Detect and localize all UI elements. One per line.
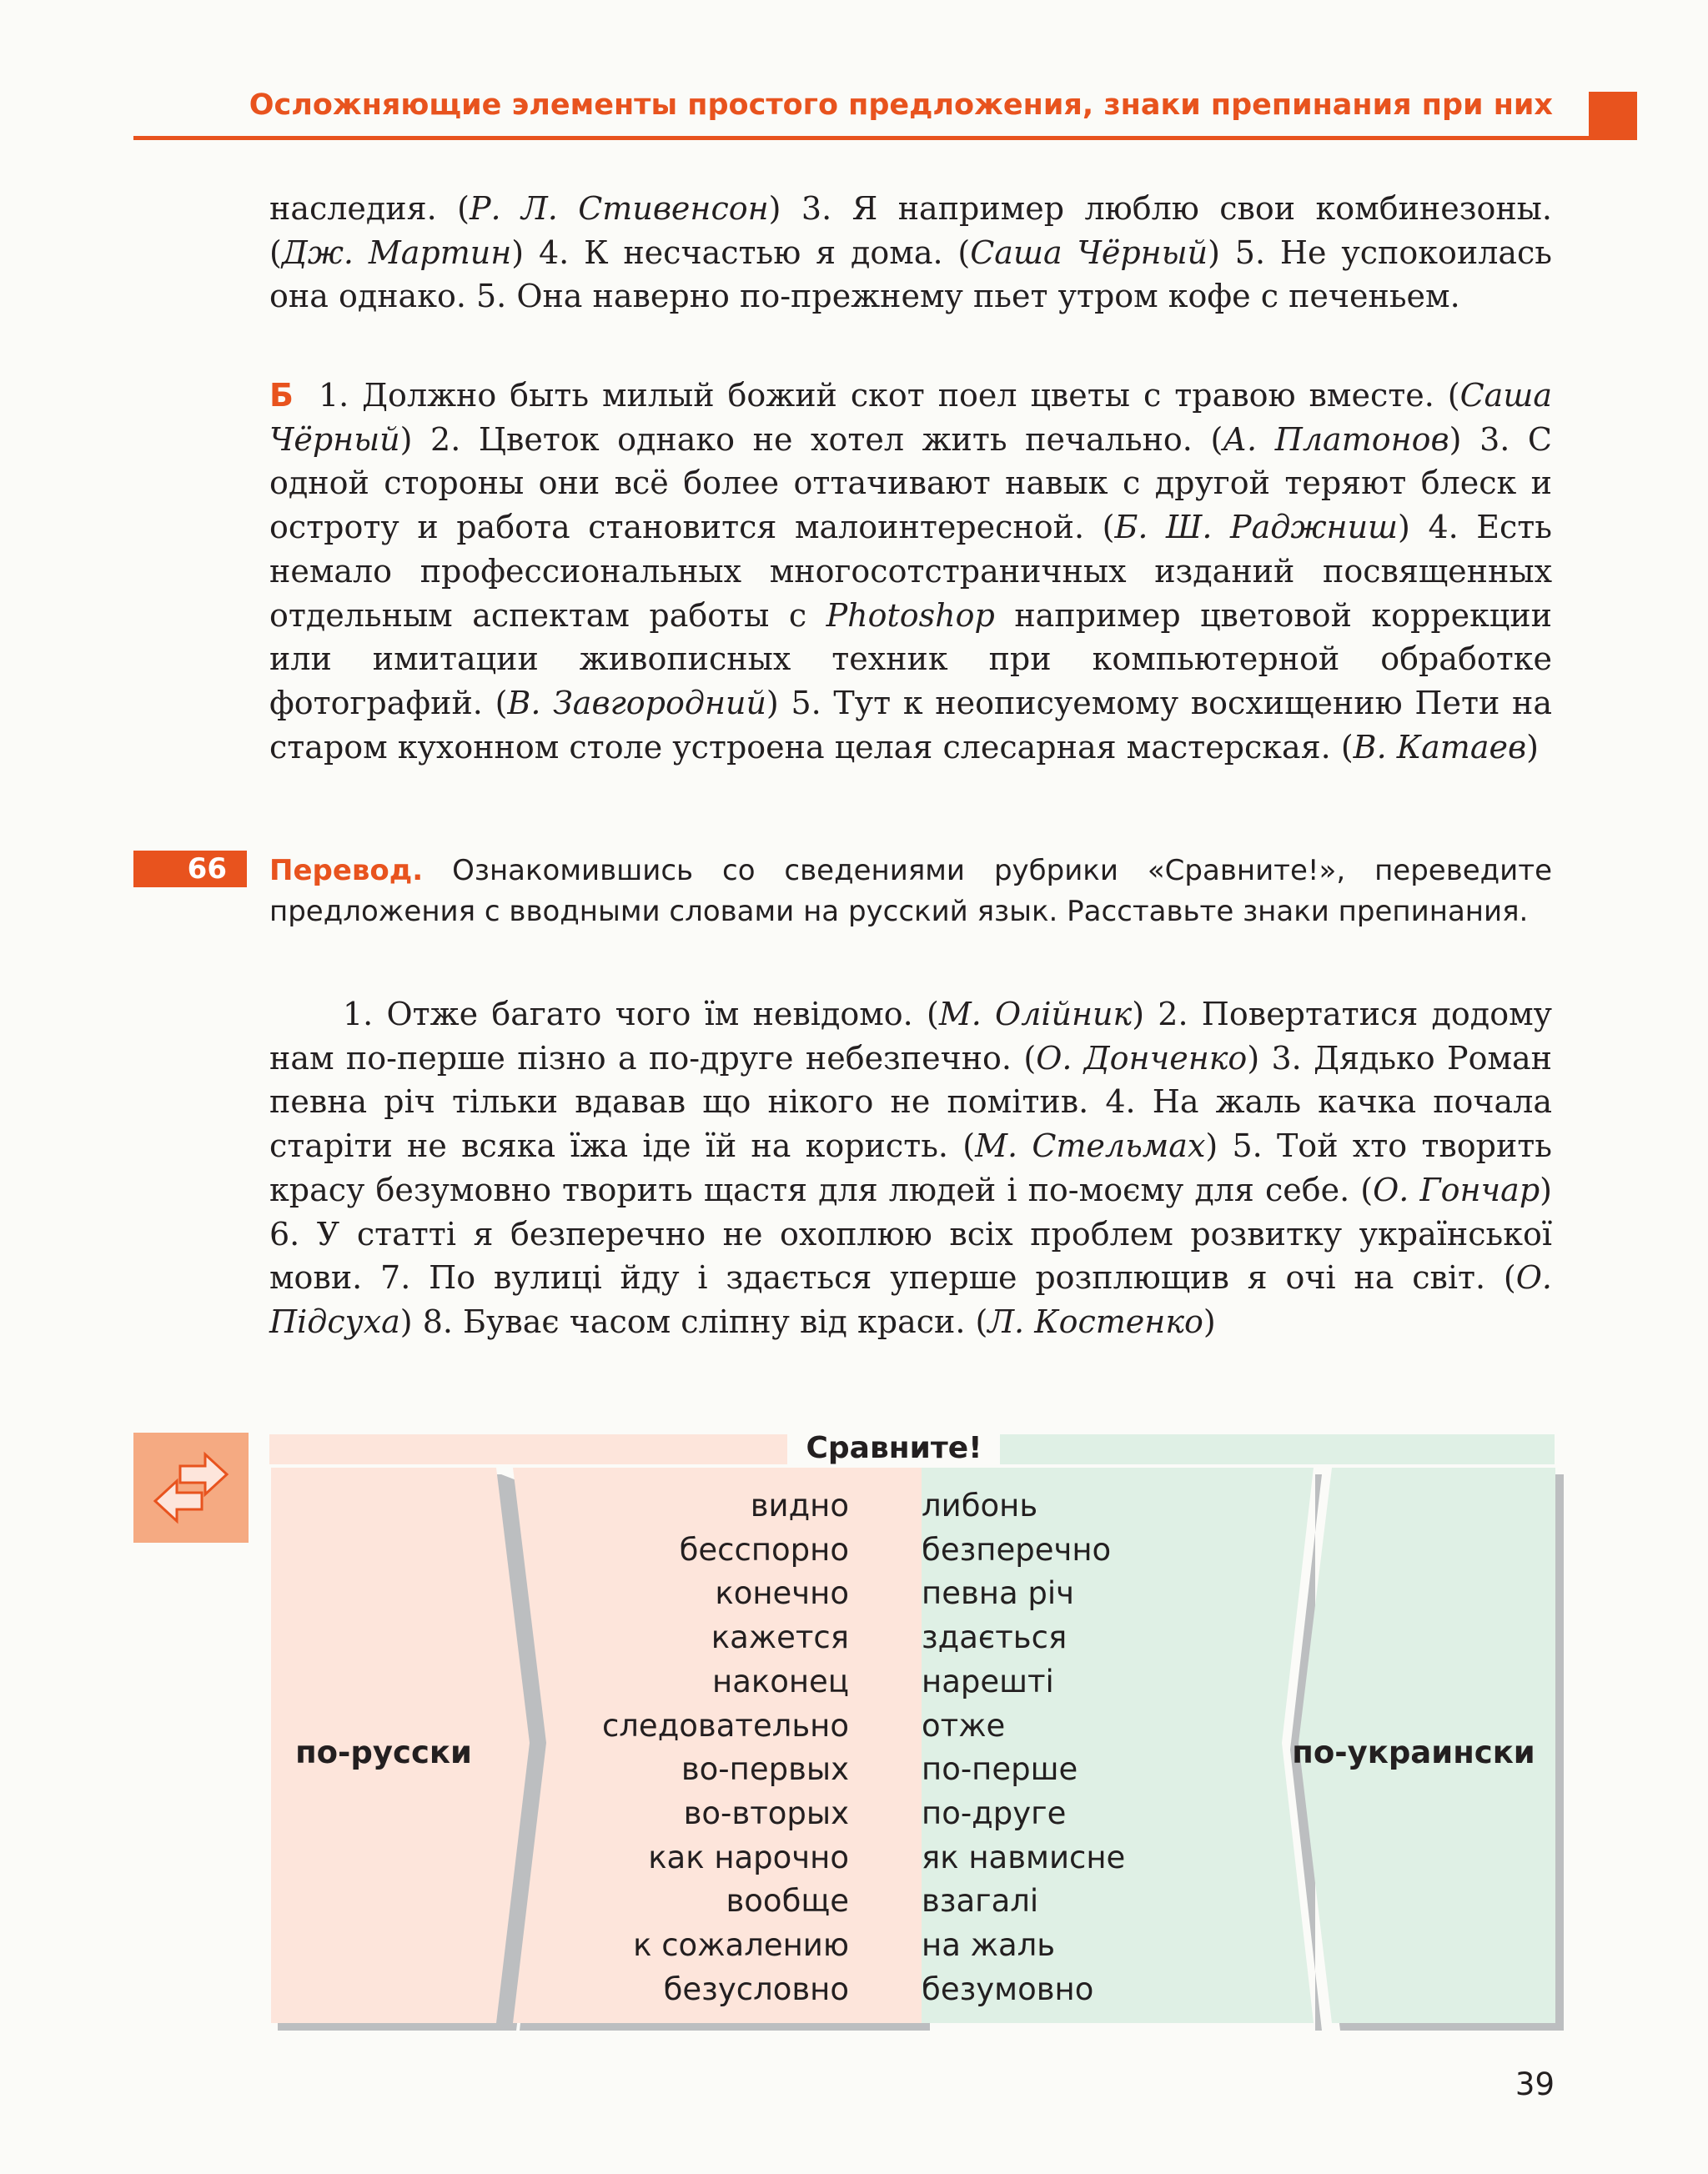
citation-author: Саша Чёрный [970, 233, 1208, 271]
citation-author: В. Завгородний [507, 684, 766, 721]
compare-label-russian: по-русски [295, 1735, 472, 1770]
russian-word: к сожалению [633, 1927, 849, 1963]
citation-author: Photoshop [826, 596, 995, 634]
ukrainian-word: по-перше [922, 1751, 1078, 1788]
ukrainian-word: на жаль [922, 1927, 1056, 1963]
citation-author: Саша Чёрный [269, 377, 1552, 458]
text-segment: ) 8. Буває часом сліпну від краси. ( [399, 1303, 988, 1340]
text-segment: например цветовой коррекции или имитации живописных техник при компьютерной обработке фотографий. ( [269, 596, 1552, 721]
exercise-instruction-text: Ознакомившись со сведениями рубрики «Сравните!», переведите предложения с вводными словами на русский язык. Расставьте знаки препинания. [269, 854, 1552, 928]
ukrainian-word: здається [922, 1619, 1068, 1656]
citation-author: В. Катаев [1353, 728, 1527, 766]
text-segment: ) 5. Тут к неописуемому восхищению Пети на старом кухонном столе устроена целая слесарная мастерская. ( [269, 684, 1552, 766]
russian-word: бесспорно [679, 1531, 849, 1568]
compare-label-ukrainian: по-украински [1292, 1735, 1535, 1770]
ukrainian-word: безперечно [922, 1531, 1112, 1568]
text-segment: ) [1203, 1303, 1216, 1340]
text-segment: ) [1526, 728, 1539, 766]
russian-word: кажется [711, 1619, 849, 1656]
ukrainian-word: нарешті [922, 1663, 1054, 1700]
text-segment: наследия. ( [269, 190, 470, 227]
russian-word: конечно [715, 1575, 849, 1612]
section-letter-b: Б [269, 377, 294, 414]
ukrainian-word: отже [922, 1707, 1006, 1744]
page-number: 39 [1515, 2066, 1555, 2102]
text-segment: ) 5. Не успокоилась она однако. 5. Она наверно по-прежнему пьет утром кофе с печеньем. [269, 233, 1552, 315]
russian-word: во-вторых [683, 1795, 849, 1831]
russian-word: видно [750, 1488, 849, 1524]
citation-author: Б. Ш. Раджниш [1114, 509, 1399, 546]
compare-arrows-icon [133, 1433, 249, 1543]
compare-title: Сравните! [806, 1431, 982, 1465]
text-segment: ) 4. К несчастью я дома. ( [511, 233, 971, 271]
russian-word: наконец [712, 1663, 849, 1700]
citation-author: М. Стельмах [975, 1127, 1206, 1165]
russian-word: вообще [726, 1883, 849, 1920]
citation-author: Дж. Мартин [281, 233, 512, 271]
ukrainian-word: по-друге [922, 1795, 1067, 1831]
citation-author: А. Платонов [1223, 420, 1449, 458]
text-segment: ) 3. Я например люблю свои комбинезоны. ( [269, 190, 1553, 271]
russian-word: безусловно [663, 1971, 849, 2007]
exercise-number: 66 [133, 851, 247, 887]
citation-author: Р. Л. Стивенсон [469, 190, 769, 227]
russian-word: во-первых [681, 1751, 849, 1788]
text-segment: ) 3. Дядько Роман певна річ тільки вдавав що нікого не помітив. 4. На жаль качка почала старіти не всяка їжа іде їй на користь. ( [269, 1039, 1553, 1165]
paragraph-c [269, 992, 1552, 1344]
paragraph-b [269, 374, 1552, 769]
citation-author: О. Донченко [1036, 1039, 1248, 1077]
text-segment: ) 2. Цветок однако не хотел жить печально. ( [399, 420, 1223, 458]
compare-header-bar-left [269, 1434, 787, 1464]
citation-author: М. Олійник [938, 996, 1133, 1032]
text-segment: ) 4. Есть немало профессиональных многосотстраничных изданий посвященных отдельным аспектам работы с [269, 509, 1552, 634]
compare-header-bar-right [1000, 1434, 1555, 1464]
paragraph-a [269, 187, 1552, 319]
exercise-label: Перевод. [269, 854, 424, 887]
russian-word: как нарочно [648, 1839, 849, 1875]
text-segment: ) 5. Той хто творить красу безумовно творить щастя для людей і по-моєму для себе. ( [269, 1127, 1552, 1208]
text-segment: ) 2. Повертатися додому нам по-перше пізно а по-друге небезпечно. ( [269, 996, 1552, 1077]
citation-author: Л. Костенко [987, 1303, 1203, 1340]
text-segment: 1. Должно быть милый божий скот поел цветы с травою вместе. ( [318, 377, 1460, 414]
citation-author: О. Гончар [1373, 1171, 1540, 1208]
text-segment: 1. Отже багато чого їм невідомо. ( [343, 996, 939, 1032]
citation-author: О. Підсуха [269, 1259, 1552, 1340]
page-header-title: Осложняющие элементы простого предложения, знаки препинания при них [249, 88, 1553, 122]
header-tab [1589, 92, 1637, 140]
text-segment: ) 6. У статті я безперечно не охоплюю всіх проблем розвитку української мови. 7. По вулиці йду і здається уперше розплющив я очі на світ. ( [269, 1171, 1552, 1297]
ukrainian-word: певна річ [922, 1575, 1075, 1612]
header-rule [133, 136, 1635, 140]
exercise-instruction [269, 851, 1552, 932]
paragraph-b-body [269, 377, 1552, 766]
russian-word: следовательно [601, 1707, 849, 1744]
ukrainian-word: безумовно [922, 1971, 1094, 2007]
text-segment: ) 3. С одной стороны они всё более оттачивают навык с другой теряют блеск и остроту и работа становится малоинтересной. ( [269, 420, 1552, 546]
ukrainian-word: як навмисне [922, 1839, 1126, 1875]
ukrainian-word: либонь [922, 1488, 1038, 1524]
ukrainian-word: взагалі [922, 1883, 1039, 1920]
